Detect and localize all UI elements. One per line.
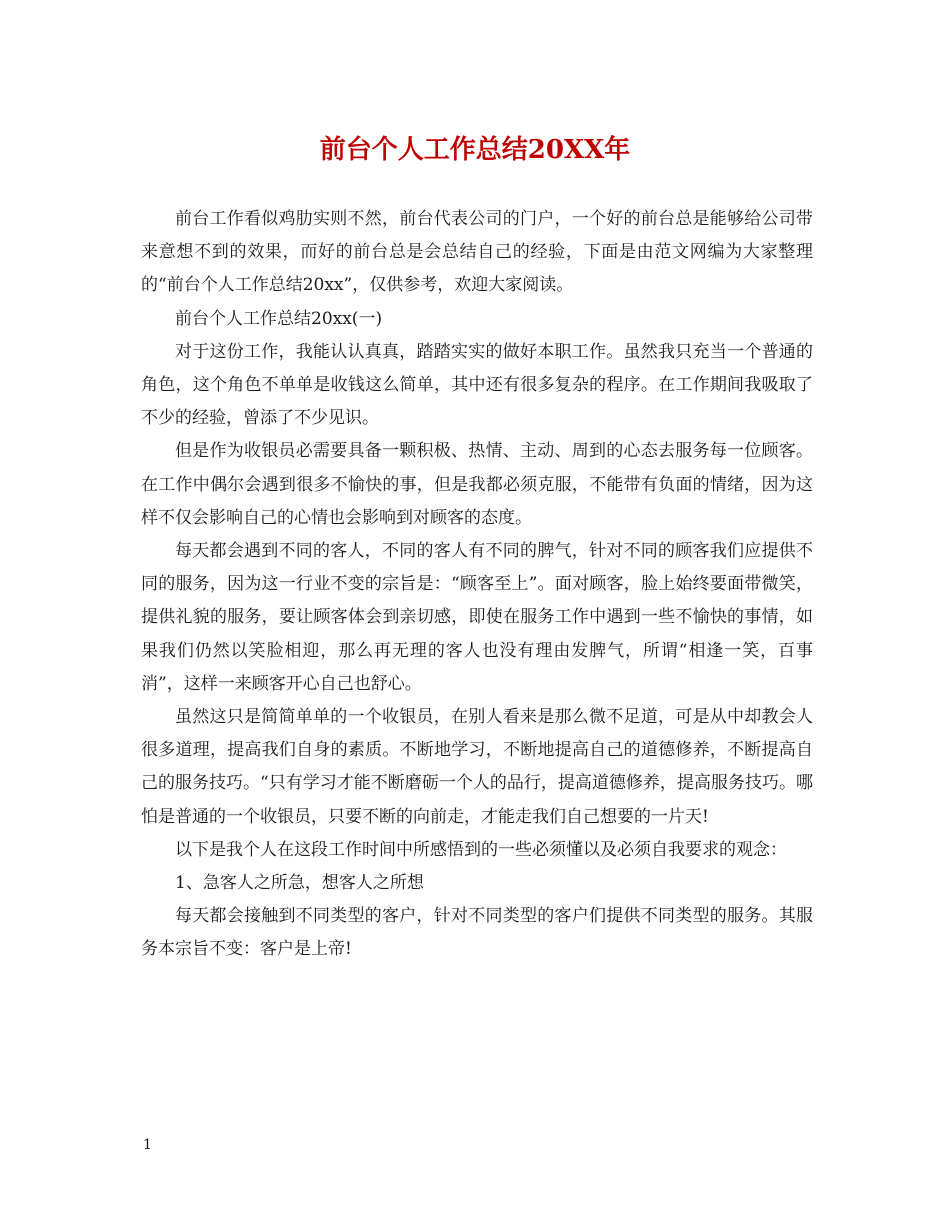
paragraph: 每天都会遇到不同的客人，不同的客人有不同的脾气，针对不同的顾客我们应提供不同的服务，因为这一行业不变的宗旨是：“顾客至上”。面对顾客，脸上始终要面带微笑，提供礼貌的服务，要让顾客体会到亲切感，即使在服务工作中遇到一些不愉快的事情，如果我们仍然以笑脸相迎，那么再无理的客人也没有理由发脾气，所谓“相逢一笑，百事消”，这样一来顾客开心自己也舒心。 <box>141 541 813 694</box>
paragraph: 虽然这只是简简单单的一个收银员，在别人看来是那么微不足道，可是从中却教会人很多道理，提高我们自身的素质。不断地学习，不断地提高自己的道德修养，不断提高自己的服务技巧。“只有学习才能不断磨砺一个人的品行，提高道德修养，提高服务技巧。哪怕是普通的一个收银员，只要不断的向前走，才能走我们自己想要的一片天! <box>141 707 813 827</box>
paragraph: 每天都会接触到不同类型的客户，针对不同类型的客户们提供不同类型的服务。其服务本宗旨不变：客户是上帝! <box>141 906 813 960</box>
page-number: 1 <box>143 1137 152 1153</box>
section-heading: 前台个人工作总结20xx(一) <box>175 308 383 329</box>
paragraph: 以下是我个人在这段工作时间中所感悟到的一些必须懂以及必须自我要求的观念： <box>175 839 787 860</box>
paragraph: 对于这份工作，我能认认真真，踏踏实实的做好本职工作。虽然我只充当一个普通的角色，这个角色不单单是收钱这么简单，其中还有很多复杂的程序。在工作期间我吸取了不少的经验，曾添了不少见识。 <box>141 341 813 429</box>
paragraph-intro: 前台工作看似鸡肋实则不然，前台代表公司的门户，一个好的前台总是能够给公司带来意想不到的效果，而好的前台总是会总结自己的经验，下面是由范文网编为大家整理的“前台个人工作总结20xx”，仅供参考，欢迎大家阅读。 <box>141 209 813 296</box>
list-item-heading: 1、急客人之所急，想客人之所想 <box>175 873 424 894</box>
document-body <box>141 203 813 967</box>
document-title: 前台个人工作总结20XX年 <box>319 135 631 165</box>
paragraph: 但是作为收银员必需要具备一颗积极、热情、主动、周到的心态去服务每一位顾客。在工作中偶尔会遇到很多不愉快的事，但是我都必须克服，不能带有负面的情绪，因为这样不仅会影响自己的心情也会影响到对顾客的态度。 <box>141 441 813 528</box>
